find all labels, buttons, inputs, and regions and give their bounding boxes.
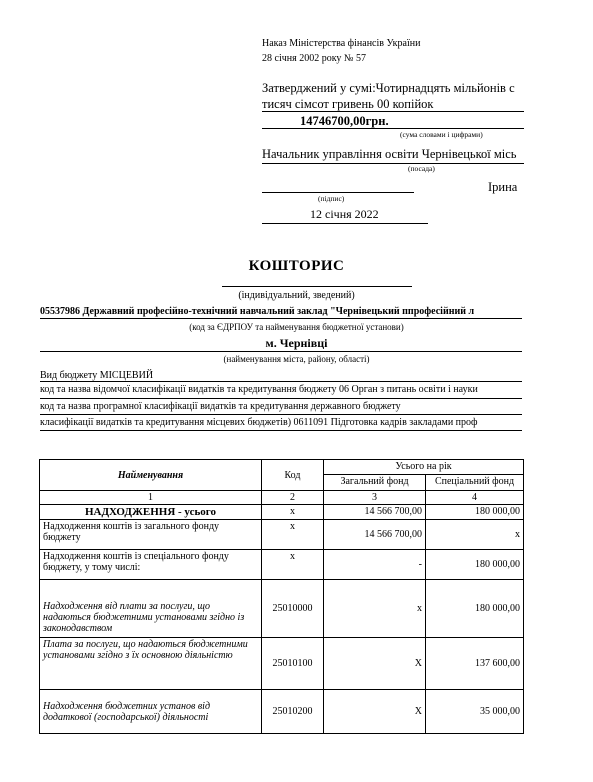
divider — [40, 414, 522, 415]
row-name: Надходження коштів із загального фонду бюджету — [40, 520, 262, 550]
signer-name: Ірина — [488, 180, 518, 194]
organization-line: 05537986 Державний професійно-технічний навчальний заклад "Чернівецький ппрофесійний л — [40, 306, 475, 317]
row-code: х — [262, 550, 324, 580]
approver-position: Начальник управління освіти Чернівецької місь — [262, 147, 517, 161]
header-general-fund: Загальний фонд — [324, 475, 426, 491]
program-classification: код та назва програмної класифікації видатків та кредитування державного бюджету — [40, 401, 401, 412]
approval-amount-figures: 14746700,00грн. — [300, 114, 389, 128]
header-special-fund: Спеціальний фонд — [426, 475, 524, 491]
amount-caption: (сума словами і цифрами) — [400, 130, 483, 139]
divider — [40, 351, 522, 352]
budget-table — [39, 459, 524, 734]
divider — [40, 398, 522, 399]
order-reference-line2: 28 січня 2002 року № 57 — [262, 53, 366, 64]
local-classification: класифікації видатків та кредитування місцевих бюджетів) 0611091 Підготовка кадрів закладами проф — [40, 417, 478, 428]
row-general: 14 566 700,00 — [324, 520, 426, 550]
col-number: 1 — [40, 491, 262, 505]
row-special: 180 000,00 — [426, 580, 524, 638]
header-name: Найменування — [40, 460, 262, 491]
divider — [222, 286, 412, 287]
table-row — [40, 690, 524, 734]
divider — [262, 163, 524, 164]
order-reference-line1: Наказ Міністерства фінансів України — [262, 38, 421, 49]
organization-caption: (код за ЄДРПОУ та найменування бюджетної установи) — [189, 322, 404, 332]
row-special: 35 000,00 — [426, 690, 524, 734]
row-general: Х — [324, 690, 426, 734]
col-number: 3 — [324, 491, 426, 505]
row-special: х — [426, 520, 524, 550]
city-caption: (найменування міста, району, області) — [223, 354, 370, 364]
header-total: Усього на рік — [324, 460, 524, 475]
document-title: КОШТОРИС — [248, 258, 345, 274]
row-name: Надходження від плати за послуги, що надаються бюджетними установами згідно із законодавством — [40, 580, 262, 638]
budget-type: Вид бюджету МІСЦЕВИЙ — [40, 370, 154, 381]
department-classification: код та назва відомчої класифікації видатків та кредитування бюджету 06 Орган з питань освіти і науки — [40, 384, 478, 395]
row-code: х — [262, 520, 324, 550]
table-row — [40, 505, 524, 520]
approval-amount-words-line1: Затверджений у сумі:Чотирнадцять мільйонів с — [262, 81, 515, 95]
row-code: 25010000 — [262, 580, 324, 638]
table-row — [40, 520, 524, 550]
divider — [262, 128, 524, 129]
row-special: 180 000,00 — [426, 550, 524, 580]
row-name: Надходження бюджетних установ від додаткової (господарської) діяльності — [40, 690, 262, 734]
row-name: Плата за послуги, що надаються бюджетними установами згідно з їх основною діяльністю — [40, 638, 262, 690]
table-row — [40, 550, 524, 580]
row-code: 25010100 — [262, 638, 324, 690]
row-code: 25010200 — [262, 690, 324, 734]
table-row — [40, 580, 524, 638]
divider — [40, 318, 522, 319]
row-general: х — [324, 580, 426, 638]
document-type: (індивідуальний, зведений) — [238, 290, 355, 301]
signature-line — [262, 192, 414, 193]
row-special: 180 000,00 — [426, 505, 524, 520]
city-name: м. Чернівці — [265, 336, 328, 350]
row-name: НАДХОДЖЕННЯ - усього — [40, 505, 262, 520]
row-code: х — [262, 505, 324, 520]
row-general: - — [324, 550, 426, 580]
row-name: Надходження коштів із спеціального фонду бюджету, у тому числі: — [40, 550, 262, 580]
row-special: 137 600,00 — [426, 638, 524, 690]
approval-amount-words-line2: тисяч сімсот гривень 00 копійок — [262, 97, 434, 111]
row-general: 14 566 700,00 — [324, 505, 426, 520]
date-line — [262, 223, 428, 224]
row-general: Х — [324, 638, 426, 690]
signature-caption: (підпис) — [318, 194, 345, 203]
header-code: Код — [262, 460, 324, 491]
divider — [40, 430, 522, 431]
divider — [262, 111, 524, 112]
approval-date: 12 січня 2022 — [310, 207, 379, 221]
table-row — [40, 638, 524, 690]
col-number: 2 — [262, 491, 324, 505]
divider — [40, 381, 522, 382]
position-caption: (посада) — [408, 164, 435, 173]
col-number: 4 — [426, 491, 524, 505]
